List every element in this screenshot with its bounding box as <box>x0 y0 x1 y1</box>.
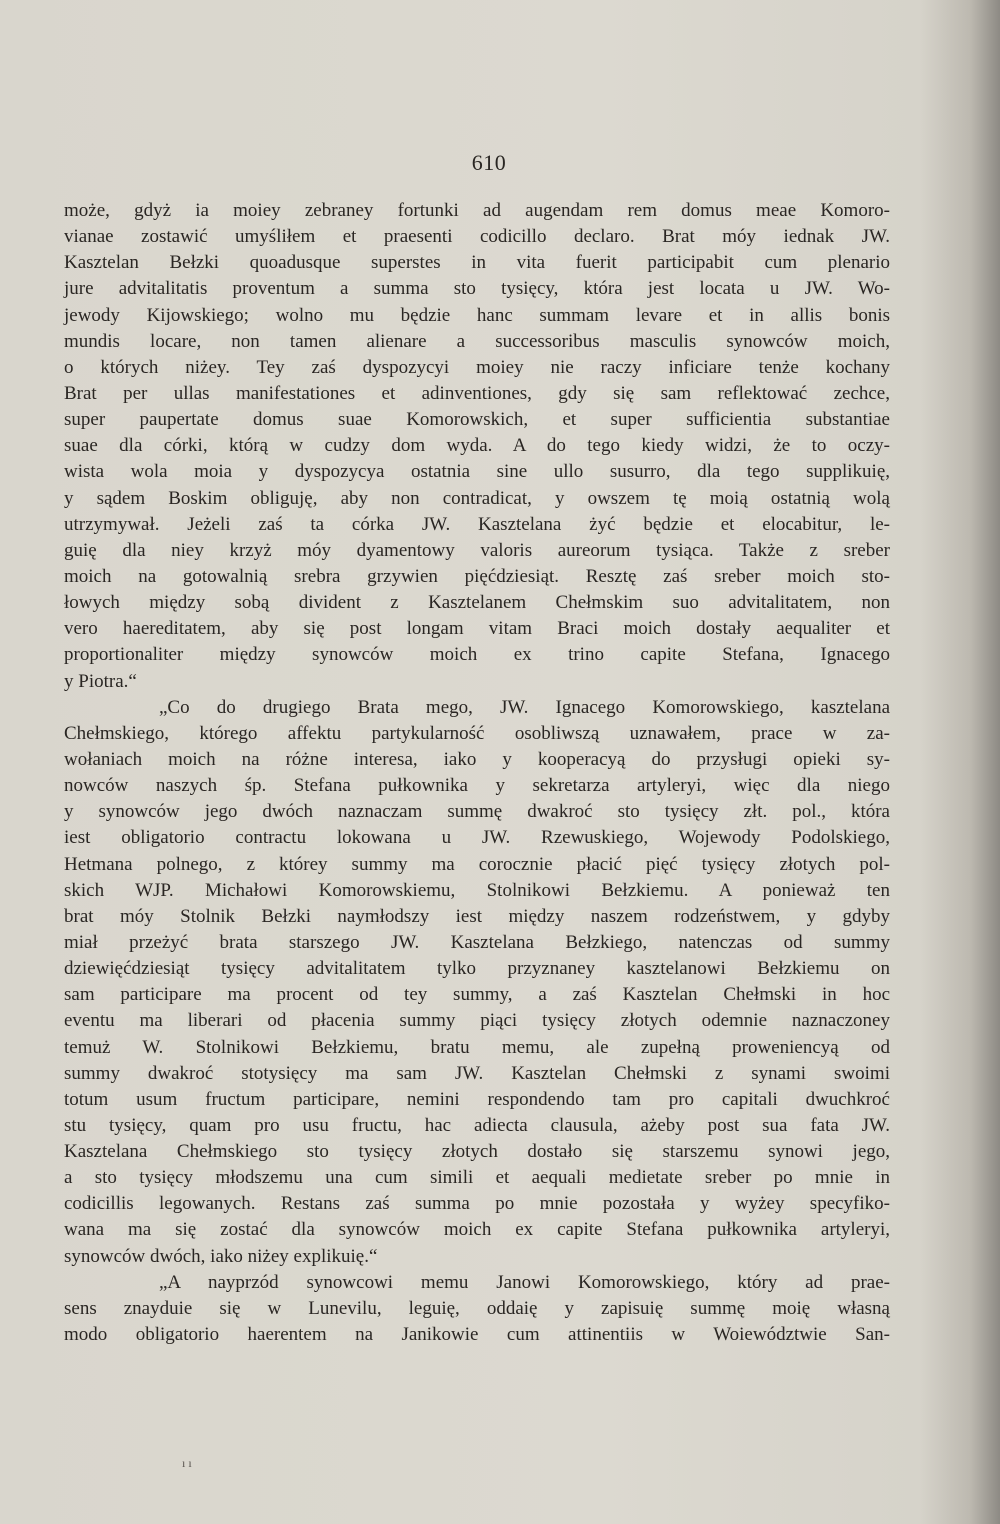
footer-mark: ı ı <box>182 1456 192 1470</box>
text-line: „Co do drugiego Brata mego, JW. Ignacego Komorowskiego, kasztelana <box>159 696 890 718</box>
text-line: a sto tysięcy młodszemu una cum simili et aequali medietate sreber po mnie in <box>64 1167 890 1189</box>
text-line: Brat per ullas manifestationes et adinventiones, gdy się sam reflektować zechce, <box>64 382 890 404</box>
text-line: eventu ma liberari od płacenia summy piąci tysięcy złotych odemnie naznaczoney <box>64 1010 890 1032</box>
text-line: sens znayduie się w Lunevilu, leguię, oddaię y zapisuię summę moię własną <box>64 1297 890 1319</box>
text-line: Chełmskiego, którego affektu partykularność osobliwszą uznawałem, prace w za- <box>64 722 890 744</box>
text-line: synowców dwóch, iako niżey explikuię.“ <box>64 1245 378 1267</box>
text-line: dziewięćdziesiąt tysięcy advitalitatem tylko przyznaney kasztelanowi Bełzkiemu on <box>64 958 890 980</box>
text-line: totum usum fructum participare, nemini respondendo tam pro capitali dwuchkroć <box>64 1088 890 1110</box>
text-line: Kasztelana Chełmskiego sto tysięcy złotych dostało się starszemu synowi jego, <box>64 1141 890 1163</box>
text-line: jewody Kijowskiego; wolno mu będzie hanc summam levare et in allis bonis <box>64 304 890 326</box>
text-line: mundis locare, non tamen alienare a successoribus masculis synowców moich, <box>64 330 890 352</box>
text-line: iest obligatorio contractu lokowana u JW. Rzewuskiego, Wojewody Podolskiego, <box>64 827 890 849</box>
text-line: Kasztelan Bełzki quoadusque superstes in vita fuerit participabit cum plenario <box>64 252 890 274</box>
text-line: Hetmana polnego, z którey summy ma corocznie płacić pięć tysięcy złotych pol- <box>64 853 890 875</box>
text-line: wista wola moia y dyspozycya ostatnia sine ullo susurro, dla tego supplikuię, <box>64 461 890 483</box>
text-line: vianae zostawić umyśliłem et praesenti codicillo declaro. Brat móy iednak JW. <box>64 226 890 248</box>
text-line: stu tysięcy, quam pro usu fructu, hac adiecta clausula, ażeby post sua fata JW. <box>64 1114 890 1136</box>
text-line: sam participare ma procent od tey summy, a zaś Kasztelan Chełmski in hoc <box>64 984 890 1006</box>
text-line: o których niżey. Tey zaś dyspozycyi moiey nie raczy inficiare tenże kochany <box>64 356 890 378</box>
text-line: temuż W. Stolnikowi Bełzkiemu, bratu memu, ale zupełną proweniencyą od <box>64 1036 890 1058</box>
text-line: vero haereditatem, aby się post longam vitam Braci moich dostały aequaliter et <box>64 618 890 640</box>
text-line: skich WJP. Michałowi Komorowskiemu, Stolnikowi Bełzkiemu. A ponieważ ten <box>64 879 890 901</box>
text-line: wołaniach moich na różne interesa, iako y kooperacyą do przysługi opieki sy- <box>64 748 890 770</box>
text-line: wana ma się zostać dla synowców moich ex capite Stefana pułkownika artyleryi, <box>64 1219 890 1241</box>
text-line: summy dwakroć stotysięcy ma sam JW. Kasztelan Chełmski z synami swoimi <box>64 1062 890 1084</box>
text-line: nowców naszych śp. Stefana pułkownika y sekretarza artyleryi, więc dla niego <box>64 775 890 797</box>
text-line: miał przeżyć brata starszego JW. Kasztelana Bełzkiego, natenczas od summy <box>64 931 890 953</box>
text-line: y synowców jego dwóch naznaczam summę dwakroć sto tysięcy złt. pol., która <box>64 801 890 823</box>
text-line: jure advitalitatis proventum a summa sto tysięcy, która jest locata u JW. Wo- <box>64 278 890 300</box>
text-line: codicillis legowanych. Restans zaś summa po mnie pozostała y wyżey specyfiko- <box>64 1193 890 1215</box>
text-line: może, gdyż ia moiey zebraney fortunki ad augendam rem domus meae Komoro- <box>64 200 890 221</box>
text-line: guię dla niey krzyż móy dyamentowy valoris aureorum tysiąca. Także z sreber <box>64 539 890 561</box>
text-line: utrzymywał. Jeżeli zaś ta córka JW. Kasztelana żyć będzie et elocabitur, le- <box>64 513 890 535</box>
text-line: super paupertate domus suae Komorowskich, et super sufficientia substantiae <box>64 409 890 431</box>
text-line: „A nayprzód synowcowi memu Janowi Komorowskiego, który ad prae- <box>159 1271 890 1293</box>
body-text <box>64 198 890 1348</box>
text-line: suae dla córki, którą w cudzy dom wyda. A do tego kiedy widzi, że to oczy- <box>64 435 890 457</box>
page-number: 610 <box>471 150 507 175</box>
text-line: y sądem Boskim obliguję, aby non contradicat, y owszem tę moią ostatnią wolą <box>64 487 890 509</box>
text-line: y Piotra.“ <box>64 670 137 692</box>
text-line: proportionaliter między synowców moich ex trino capite Stefana, Ignacego <box>64 644 890 666</box>
text-line: modo obligatorio haerentem na Janikowie cum attinentiis w Woiewództwie San- <box>64 1324 890 1346</box>
text-line: moich na gotowalnią srebra grzywien pięćdziesiąt. Resztę zaś sreber moich sto- <box>64 565 890 587</box>
text-line: łowych między sobą divident z Kasztelanem Chełmskim suo advitalitatem, non <box>64 592 890 614</box>
text-line: brat móy Stolnik Bełzki naymłodszy iest między naszem rodzeństwem, y gdyby <box>64 905 890 927</box>
